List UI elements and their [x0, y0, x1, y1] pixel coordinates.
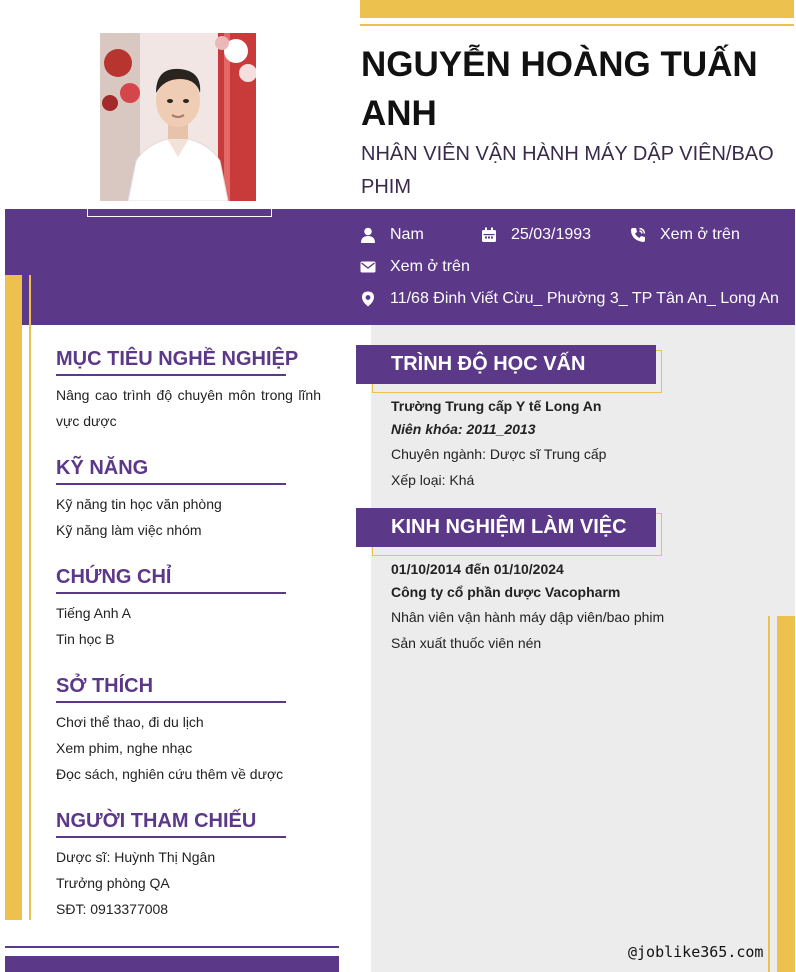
education-major: Chuyên ngành: Dược sĩ Trung cấp	[391, 446, 607, 462]
certificates-rule	[56, 592, 286, 594]
list-item: Xem phim, nghe nhạc	[56, 740, 193, 756]
education-school: Trường Trung cấp Y tế Long An	[391, 398, 602, 414]
envelope-icon	[360, 259, 376, 275]
map-pin-icon	[360, 291, 376, 307]
gender-value: Nam	[390, 226, 424, 243]
objective-heading: MỤC TIÊU NGHỀ NGHIỆP	[56, 348, 299, 370]
list-item: SĐT: 0913377008	[56, 901, 169, 917]
list-item: Kỹ năng tin học văn phòng	[56, 496, 222, 512]
education-heading: TRÌNH ĐỘ HỌC VẤN	[391, 353, 586, 375]
address-value: 11/68 Đinh Viết Cừu_ Phường 3_ TP Tân An_ Long An	[390, 290, 779, 307]
top-accent-bar	[360, 0, 794, 18]
list-item: Đọc sách, nghiên cứu thêm về dược	[56, 766, 284, 782]
skills-rule	[56, 483, 286, 485]
left-accent-line	[29, 275, 31, 920]
left-accent-bar	[5, 275, 22, 920]
profile-photo	[100, 33, 256, 201]
skills-heading: KỸ NĂNG	[56, 457, 149, 479]
candidate-name: NGUYỄN HOÀNG TUẤN ANH	[361, 45, 758, 133]
experience-role: Nhân viên vận hành máy dập viên/bao phim	[391, 609, 665, 625]
phone-icon	[630, 227, 646, 243]
certificates-heading: CHỨNG CHỈ	[56, 566, 172, 588]
address-info	[360, 288, 790, 310]
bottom-accent-line	[5, 946, 339, 948]
right-accent-line	[768, 616, 770, 972]
calendar-icon	[481, 227, 497, 243]
experience-company: Công ty cổ phần dược Vacopharm	[391, 584, 621, 600]
top-accent-line	[360, 24, 794, 26]
objective-text: Nâng cao trình độ chuyên môn trong lĩnh vực dược	[56, 387, 321, 429]
gender-info	[360, 224, 470, 246]
email-info	[360, 256, 560, 278]
phone-value: Xem ở trên	[660, 226, 740, 243]
job-title: NHÂN VIÊN VẬN HÀNH MÁY DẬP VIÊN/BAO PHIM	[361, 143, 774, 198]
list-item: Dược sĩ: Huỳnh Thị Ngân	[56, 849, 216, 865]
education-grade: Xếp loại: Khá	[391, 472, 475, 488]
right-accent-bar	[777, 616, 795, 972]
list-item: Kỹ năng làm việc nhóm	[56, 522, 202, 538]
experience-duty: Sản xuất thuốc viên nén	[391, 635, 542, 651]
dob-info	[481, 224, 621, 246]
watermark: @joblike365.com	[628, 943, 764, 961]
hobbies-rule	[56, 701, 286, 703]
references-rule	[56, 836, 286, 838]
list-item: Chơi thể thao, đi du lịch	[56, 714, 204, 730]
list-item: Trưởng phòng QA	[56, 875, 170, 891]
email-value: Xem ở trên	[390, 258, 470, 275]
bottom-accent-bar	[5, 956, 339, 972]
education-period: Niên khóa: 2011_2013	[391, 421, 536, 437]
experience-heading: KINH NGHIỆM LÀM VIỆC	[391, 516, 627, 538]
references-heading: NGƯỜI THAM CHIẾU	[56, 810, 257, 832]
list-item: Tiếng Anh A	[56, 605, 131, 621]
list-item: Tin học B	[56, 631, 115, 647]
objective-rule	[56, 374, 286, 376]
user-icon	[360, 227, 376, 243]
experience-period: 01/10/2014 đến 01/10/2024	[391, 561, 564, 577]
phone-info	[630, 224, 780, 246]
dob-value: 25/03/1993	[511, 226, 592, 243]
hobbies-heading: SỞ THÍCH	[56, 675, 154, 697]
